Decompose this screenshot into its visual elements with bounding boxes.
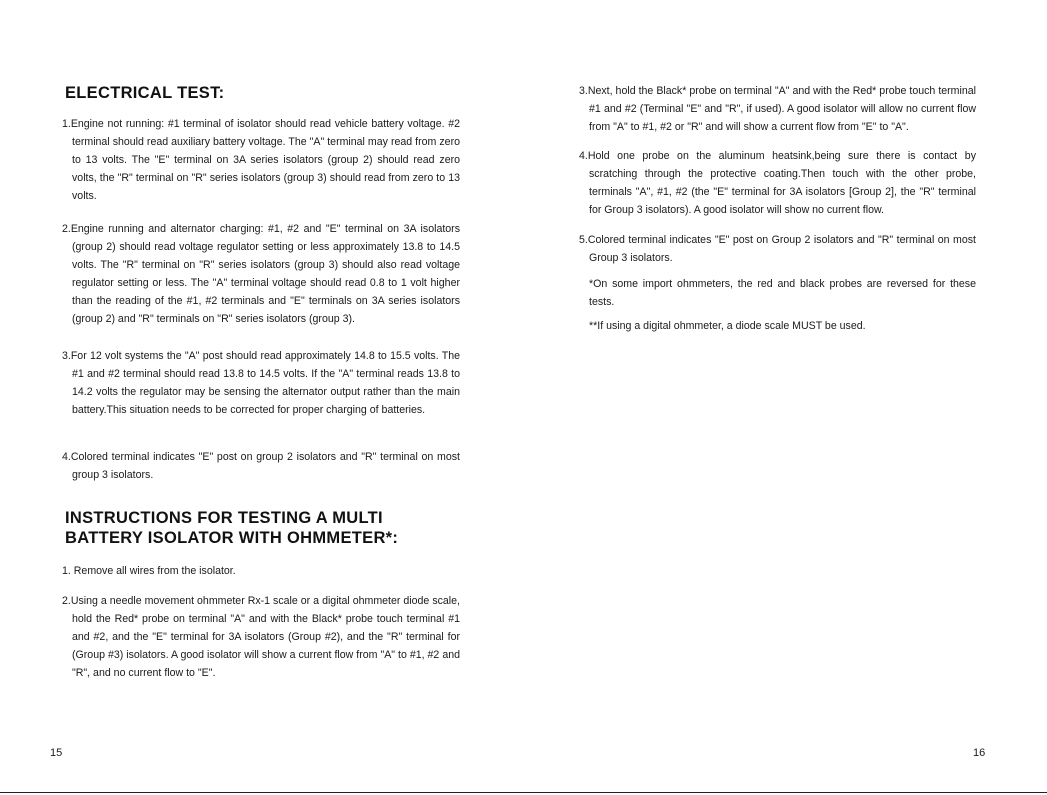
bottom-rule bbox=[0, 792, 1047, 793]
footnote-probe-reversal: *On some import ohmmeters, the red and black probes are reversed for these tests. bbox=[589, 278, 976, 308]
ohmmeter-test-item-1: 1. Remove all wires from the isolator. bbox=[62, 565, 236, 577]
ohmmeter-test-heading-line-2: BATTERY ISOLATOR WITH OHMMETER*: bbox=[65, 529, 399, 547]
ohmmeter-test-item-5: 5.Colored terminal indicates "E" post on Group 2 isolators and "R" terminal on most Group 3 isolators. bbox=[579, 234, 976, 264]
electrical-test-item-3: 3.For 12 volt systems the "A" post should read approximately 14.8 to 15.5 volts. The #1 and #2 terminal should read 13.8 to 14.5 volts. If the "A" terminal reads 13.8 to 14.2 volts the regulator may be sensing the alternator output rather than the main battery.This situation needs to be corrected for proper charging of batteries. bbox=[62, 350, 460, 416]
page-number-right: 16 bbox=[973, 747, 986, 759]
left-page bbox=[0, 0, 523, 795]
page-number-left: 15 bbox=[50, 747, 63, 759]
ohmmeter-test-item-2: 2.Using a needle movement ohmmeter Rx-1 scale or a digital ohmmeter diode scale, hold the Red* probe on terminal "A" and with the Black* probe touch terminal #1 and #2, and the "E" terminal for 3A isolators (Group #2), and the "R" terminal for (Group #3) isolators. A good isolator will show a current flow from "A" to #1, #2 and "R", and no current flow to "E". bbox=[62, 595, 460, 679]
right-page bbox=[523, 0, 1047, 795]
ohmmeter-test-item-4: 4.Hold one probe on the aluminum heatsink,being sure there is contact by scratching through the protective coating.Then touch with the other probe, terminals "A", #1, #2 (the "E" terminal for 3A isolators [Group 2], the "R" terminal for Group 3 isolators). A good isolator will show no current flow. bbox=[579, 150, 976, 216]
ohmmeter-test-heading-line-1: INSTRUCTIONS FOR TESTING A MULTI bbox=[65, 509, 383, 527]
ohmmeter-test-heading bbox=[65, 508, 398, 548]
ohmmeter-test-item-3: 3.Next, hold the Black* probe on terminal "A" and with the Red* probe touch terminal #1 and #2 (Terminal "E" and "R", if used). A good isolator will allow no current flow from "A" to #1, #2 or "R" and will show a current flow from "E" to "A". bbox=[579, 85, 976, 133]
electrical-test-item-4: 4.Colored terminal indicates "E" post on group 2 isolators and "R" terminal on most group 3 isolators. bbox=[62, 451, 460, 481]
electrical-test-item-2: 2.Engine running and alternator charging: #1, #2 and "E" terminal on 3A isolators (group 2) should read voltage regulator setting or less approximately 13.8 to 14.5 volts. The "R" terminal on "R" series isolators (group 3) should also read voltage regulator setting or less. The "A" terminal voltage should read 0.8 to 1 volt higher than the reading of the #1, #2 terminals and "E" terminals on 3A series isolators (group 2) and "R" terminals on "R" series isolators (group 3). bbox=[62, 223, 460, 325]
footnote-digital-ohmmeter: **If using a digital ohmmeter, a diode scale MUST be used. bbox=[589, 320, 866, 332]
electrical-test-heading: ELECTRICAL TEST: bbox=[65, 84, 225, 102]
electrical-test-item-1: 1.Engine not running: #1 terminal of isolator should read vehicle battery voltage. #2 terminal should read auxiliary battery voltage. The "A" terminal may read from zero to 13 volts. The "E" terminal on 3A series isolators (group 2) should read zero volts, the "R" terminal on "R" series isolators (group 3) should read from zero to 13 volts. bbox=[62, 118, 460, 202]
